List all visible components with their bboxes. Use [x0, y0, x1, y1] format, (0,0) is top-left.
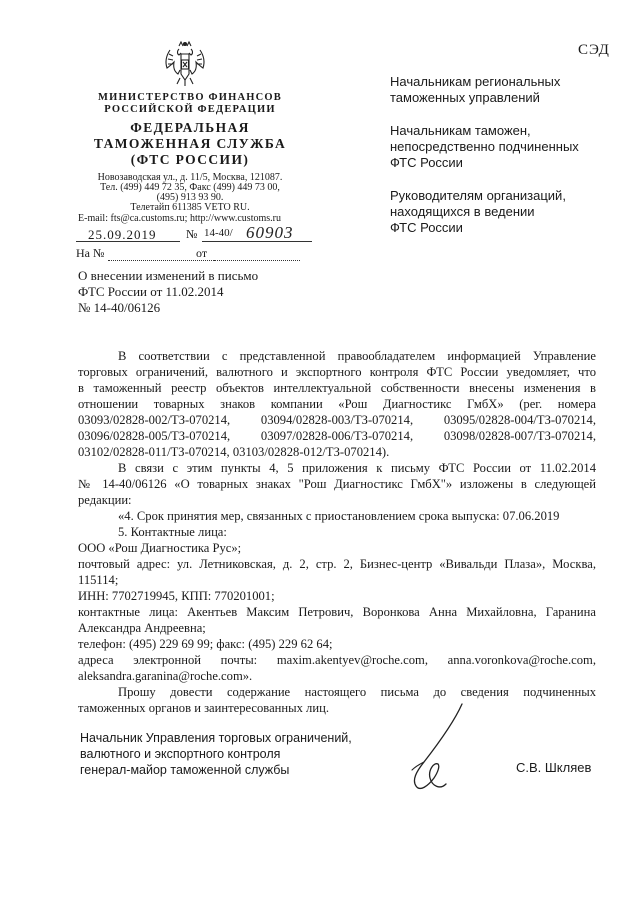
service-name-line: ФЕДЕРАЛЬНАЯ	[130, 120, 250, 135]
ministry-line: РОССИЙСКОЙ ФЕДЕРАЦИИ	[104, 104, 276, 115]
addressee-line: Начальникам региональных	[390, 74, 561, 89]
body-line: торговых ограничений, валютного и экспортного контроля ФТС России уведомляет, что	[78, 365, 596, 379]
body-line: контактные лица: Акентьев Максим Петрович, Воронкова Анна Михайловна, Гаранина	[78, 605, 596, 619]
subject-line: № 14-40/06126	[78, 300, 161, 315]
address-line: Тел. (499) 449 72 35, Факс (499) 449 73 00,	[100, 182, 280, 193]
body-line: редакции:	[78, 493, 132, 507]
body-line: «4. Срок принятия мер, связанных с приостановлением срока выпуска: 07.06.2019	[118, 509, 560, 523]
registration-number-prefix: 14-40/	[204, 227, 233, 239]
registration-number-label: №	[186, 227, 198, 241]
body-line: 03093/02828-002/ТЗ-070214, 03094/02828-003/ТЗ-070214, 03095/02828-004/ТЗ-070214,	[78, 413, 596, 427]
signer-name: С.В. Шкляев	[516, 760, 592, 775]
handwritten-signature	[394, 700, 484, 800]
body-line: № 14-40/06126 «О товарных знаках "Рош Диагностикс ГмбХ"» изложены в следующей	[78, 477, 596, 491]
ministry-line: МИНИСТЕРСТВО ФИНАНСОВ	[98, 92, 282, 103]
service-name-line: ТАМОЖЕННАЯ СЛУЖБА	[93, 136, 287, 151]
body-line: в таможенный реестр объектов интеллектуальной собственности внесены изменения в	[78, 381, 596, 395]
address-line: (495) 913 93 90.	[156, 192, 224, 203]
body-line: адреса электронной почты: maxim.akentyev@roche.com, anna.voronkova@roche.com,	[78, 653, 596, 667]
body-line: 115114;	[78, 573, 119, 587]
addressee-line: ФТС России	[390, 220, 463, 235]
reference-row	[76, 245, 336, 265]
reference-number-label: На №	[76, 246, 105, 260]
signatory-position-line: валютного и экспортного контроля	[80, 747, 281, 761]
body-line: 03102/02828-011/ТЗ-070214, 03103/02828-012/ТЗ-070214).	[78, 445, 390, 459]
body-line: почтовый адрес: ул. Летниковская, д. 2, стр. 2, Бизнес-центр «Вивальди Плаза», Москва,	[78, 557, 596, 571]
registration-row	[76, 224, 336, 244]
signatory-position-line: генерал-майор таможенной службы	[80, 763, 290, 777]
signatory-position-line: Начальник Управления торговых ограничений,	[80, 731, 352, 745]
body-line: В соответствии с представленной правообладателем информацией Управление	[118, 349, 596, 363]
address-line: Телетайп 611385 VETO RU.	[130, 202, 250, 213]
body-line: Александра Андреевна;	[78, 621, 206, 635]
body-line: aleksandra.garanina@roche.com».	[78, 669, 253, 683]
body-line: Прошу довести содержание настоящего письма до сведения подчиненных	[118, 685, 596, 699]
sed-mark: СЭД	[578, 42, 610, 58]
reference-date-label: от	[196, 246, 208, 260]
addressee-line: ФТС России	[390, 155, 463, 170]
reference-date-dotted-line	[214, 260, 300, 261]
addressee-line: непосредственно подчиненных	[390, 139, 579, 154]
addressee-line: находящихся в ведении	[390, 204, 535, 219]
body-line: ООО «Рош Диагностика Рус»;	[78, 541, 242, 555]
body-line: телефон: (495) 229 69 99; факс: (495) 229 62 64;	[78, 637, 333, 651]
body-line: 03096/02828-005/ТЗ-070214, 03097/02828-006/ТЗ-070214, 03098/02828-007/ТЗ-070214,	[78, 429, 596, 443]
coat-of-arms-emblem	[162, 40, 208, 88]
addressee-line: Руководителям организаций,	[390, 188, 566, 203]
address-line: E-mail: fts@ca.customs.ru; http://www.customs.ru	[78, 213, 281, 224]
body-line: ИНН: 7702719945, КПП: 770201001;	[78, 589, 275, 603]
date-underline	[76, 241, 180, 242]
address-line: Новозаводская ул., д. 11/5, Москва, 121087.	[97, 172, 283, 183]
body-line: таможенных органов и заинтересованных лиц.	[78, 701, 329, 715]
body-line: отношении товарных знаков компании «Рош Диагностикс ГмбХ» (рег. номера	[78, 397, 596, 411]
number-underline	[202, 241, 312, 242]
subject-line: О внесении изменений в письмо	[78, 268, 259, 283]
addressee-line: таможенных управлений	[390, 90, 540, 105]
subject-line: ФТС России от 11.02.2014	[78, 284, 224, 299]
service-name-line: (ФТС РОССИИ)	[130, 152, 250, 167]
body-line: В связи с этим пункты 4, 5 приложения к письму ФТС России от 11.02.2014	[118, 461, 596, 475]
registration-number-handwritten: 60903	[246, 223, 294, 242]
registration-date: 25.09.2019	[88, 227, 157, 242]
body-line: 5. Контактные лица:	[118, 525, 227, 539]
addressee-line: Начальникам таможен,	[390, 123, 531, 138]
